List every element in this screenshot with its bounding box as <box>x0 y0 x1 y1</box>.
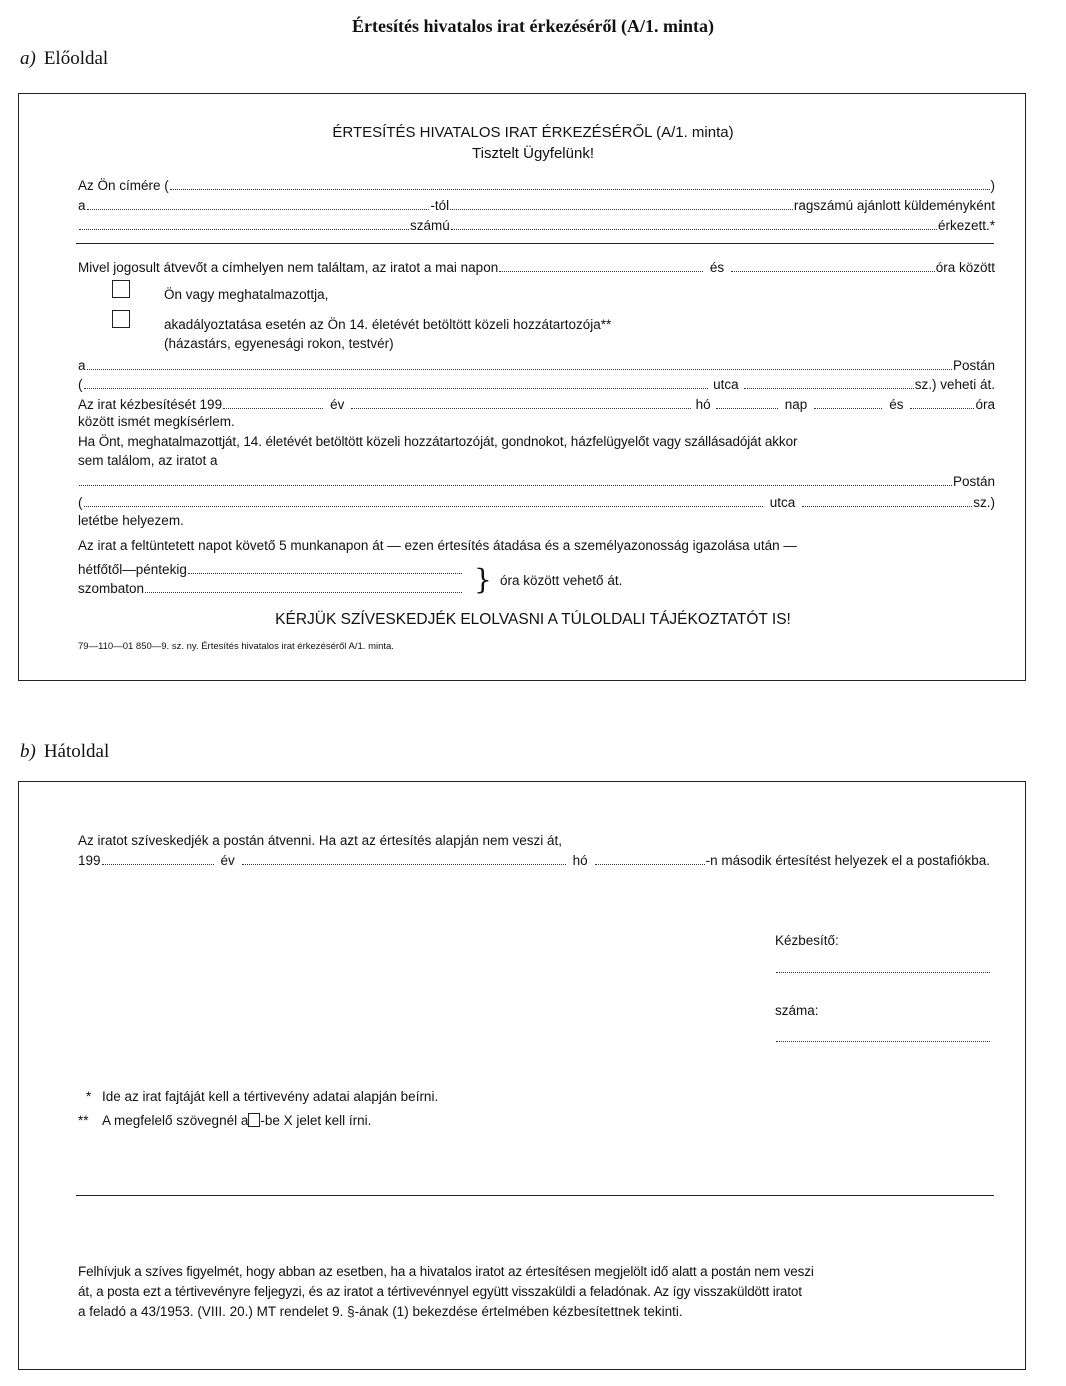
second-notice-year-label: év <box>220 853 235 868</box>
form-code: 79—110—01 850—9. sz. ny. Értesítés hivatalos irat érkezéséről A/1. minta. <box>78 641 394 652</box>
retry-end-text: között ismét megkísérlem. <box>78 414 235 429</box>
post-house-number-field[interactable] <box>744 376 914 389</box>
hours-brace: } <box>474 563 492 596</box>
deposit-address-line <box>78 494 995 512</box>
footnote-1-text: Ide az irat fajtáját kell a tértivevény adatai alapján beírni. <box>102 1089 439 1104</box>
weekday-hours-line <box>78 561 463 579</box>
post-address-open: ( <box>78 377 83 392</box>
second-notice-text: -n második értesítést helyezek el a postafiókba. <box>705 853 990 868</box>
post-office-field[interactable] <box>87 357 952 370</box>
sender-tol-label: -tól <box>430 198 450 213</box>
pickup-text: Az irat a feltüntetett napot követő 5 munkanapon át — ezen értesítés átadása és a személyazonosság igazolása után — <box>78 538 797 553</box>
retry-day-label: nap <box>784 397 808 412</box>
back-section-letter: b) <box>20 741 36 762</box>
hours-label: óra között vehető át. <box>500 573 623 588</box>
back-section-label <box>20 741 109 763</box>
absent-and-label: és <box>709 260 725 275</box>
address-suffix: ) <box>990 178 995 193</box>
retry-hour-field[interactable] <box>814 396 882 409</box>
deposit-street-field[interactable] <box>84 494 763 507</box>
sender-field[interactable] <box>87 197 430 210</box>
deposit-street-label: utca <box>769 495 796 510</box>
reverse-notice: KÉRJÜK SZÍVESKEDJÉK ELOLVASNI A TÚLOLDALI TÁJÉKOZTATÓT IS! <box>275 611 791 628</box>
second-notice-date-line <box>78 852 990 870</box>
arrived-label: érkezett.* <box>937 218 995 233</box>
absent-line <box>78 259 995 277</box>
absent-text: Mivel jogosult átvevőt a címhelyen nem találtam, az iratot a mai napon <box>78 260 499 275</box>
sender-line <box>78 197 995 215</box>
second-notice-month-label: hó <box>572 853 588 868</box>
warning-line-1: Felhívjuk a szíves figyelmét, hogy abban az esetben, ha a hivatalos iratot az értesítésen megjelölt idő alatt a postán nem veszi <box>78 1264 814 1279</box>
document-type-field[interactable] <box>451 217 937 230</box>
warning-line-2: át, a posta ezt a tértivevényre feljegyzi, és az iratot a tértivevénnyel együtt visszaküldi a feladónak. Az így visszaküldött iratot <box>78 1284 802 1299</box>
retry-hour2-field[interactable] <box>910 396 974 409</box>
weekday-hours-field[interactable] <box>188 561 462 574</box>
retry-and-label: és <box>889 397 904 412</box>
retry-line <box>78 396 995 414</box>
footnote-2-text <box>102 1113 371 1128</box>
courier-number-label: száma: <box>775 1003 819 1018</box>
retry-year-field[interactable] <box>223 396 323 409</box>
address-field[interactable] <box>170 177 990 190</box>
address-line <box>78 177 995 195</box>
front-section-title: Előoldal <box>43 48 109 69</box>
footnote-1-mark: * <box>86 1089 92 1104</box>
post-pickup-label: sz.) veheti át. <box>914 377 995 392</box>
footnote-2-text-b: -be X jelet kell írni. <box>260 1113 372 1128</box>
post-office-a-label: a <box>78 358 86 373</box>
footnote-2-text-a: A megfelelő szövegnél a <box>102 1113 249 1128</box>
absent-hours-label: óra között <box>935 260 996 275</box>
address-prefix: Az Ön címére ( <box>78 178 169 193</box>
second-notice-year-prefix: 199 <box>78 853 101 868</box>
retry-hour-label: óra <box>975 397 995 412</box>
courier-number-field[interactable] <box>776 1029 990 1042</box>
post-street-field[interactable] <box>84 376 709 389</box>
saturday-hours-line <box>78 580 463 598</box>
page-title: Értesítés hivatalos irat érkezéséről (A/1. minta) <box>352 16 714 36</box>
option-recipient-label: Ön vagy meghatalmazottja, <box>164 287 329 302</box>
warning-line-3: a feladó a 43/1953. (VIII. 20.) MT rendelet 9. §-ának (1) bekezdése értelmében kézbesítettnek tekinti. <box>78 1304 683 1319</box>
footnote-2-mark: ** <box>78 1113 89 1128</box>
deposit-post-office-line <box>78 473 995 491</box>
back-section-title: Hátoldal <box>43 741 110 762</box>
second-notice-day-field[interactable] <box>595 852 705 865</box>
option-recipient-checkbox[interactable] <box>112 280 130 298</box>
front-section-letter: a) <box>20 48 36 69</box>
option-relative-note: (házastárs, egyenesági rokon, testvér) <box>164 336 394 351</box>
option-relative-label: akadályoztatása esetén az Ön 14. életévét betöltött közeli hozzátartozója** <box>164 317 612 332</box>
document-number-line <box>78 217 995 235</box>
time-from-field[interactable] <box>499 259 703 272</box>
retry-day-field[interactable] <box>716 396 778 409</box>
retry-month-field[interactable] <box>351 396 690 409</box>
retry-month-label: hó <box>695 397 711 412</box>
deposit-address-open: ( <box>78 495 83 510</box>
second-notice-year-field[interactable] <box>102 852 214 865</box>
deposit-text-2: sem találom, az iratot a <box>78 453 218 468</box>
deposit-text-1: Ha Önt, meghatalmazottját, 14. életévét betöltött közeli hozzátartozóját, gondnokot, házfelügyelőt vagy szállásadóját akkor <box>78 434 798 449</box>
retry-label: Az irat kézbesítését 199 <box>78 397 223 412</box>
weekday-label: hétfőtől—péntekig <box>78 562 187 577</box>
deposit-post-office-field[interactable] <box>79 473 952 486</box>
retry-year-label: év <box>330 397 345 412</box>
time-to-field[interactable] <box>731 259 935 272</box>
front-heading: ÉRTESÍTÉS HIVATALOS IRAT ÉRKEZÉSÉRŐL (A/1. minta) <box>332 124 734 141</box>
back-divider <box>76 1195 994 1196</box>
courier-signature-field[interactable] <box>776 960 990 973</box>
post-office-label: Postán <box>952 358 995 373</box>
deposit-post-office-label: Postán <box>952 474 995 489</box>
front-greeting: Tisztelt Ügyfelünk! <box>472 145 594 162</box>
saturday-hours-field[interactable] <box>145 580 462 593</box>
document-number-field[interactable] <box>79 217 409 230</box>
deposit-number-label: sz.) <box>973 495 995 510</box>
document-number-label: számú <box>410 218 450 233</box>
option-relative-checkbox[interactable] <box>112 310 130 328</box>
registered-mail-label: ragszámú ajánlott küldeményként <box>793 198 996 213</box>
post-office-address-line <box>78 376 995 394</box>
deposit-house-number-field[interactable] <box>802 494 972 507</box>
saturday-label: szombaton <box>78 581 145 596</box>
post-office-line <box>78 357 995 375</box>
footnote-checkbox-icon <box>248 1113 260 1127</box>
courier-label: Kézbesítő: <box>775 933 839 948</box>
back-intro: Az iratot szíveskedjék a postán átvenni. Ha azt az értesítés alapján nem veszi át, <box>78 833 562 848</box>
registration-number-field[interactable] <box>450 197 793 210</box>
post-street-label: utca <box>713 377 739 392</box>
deposit-end-text: letétbe helyezem. <box>78 513 184 528</box>
second-notice-month-field[interactable] <box>242 852 566 865</box>
front-section-label <box>20 48 108 70</box>
sender-a-label: a <box>78 198 86 213</box>
front-divider <box>76 243 994 244</box>
